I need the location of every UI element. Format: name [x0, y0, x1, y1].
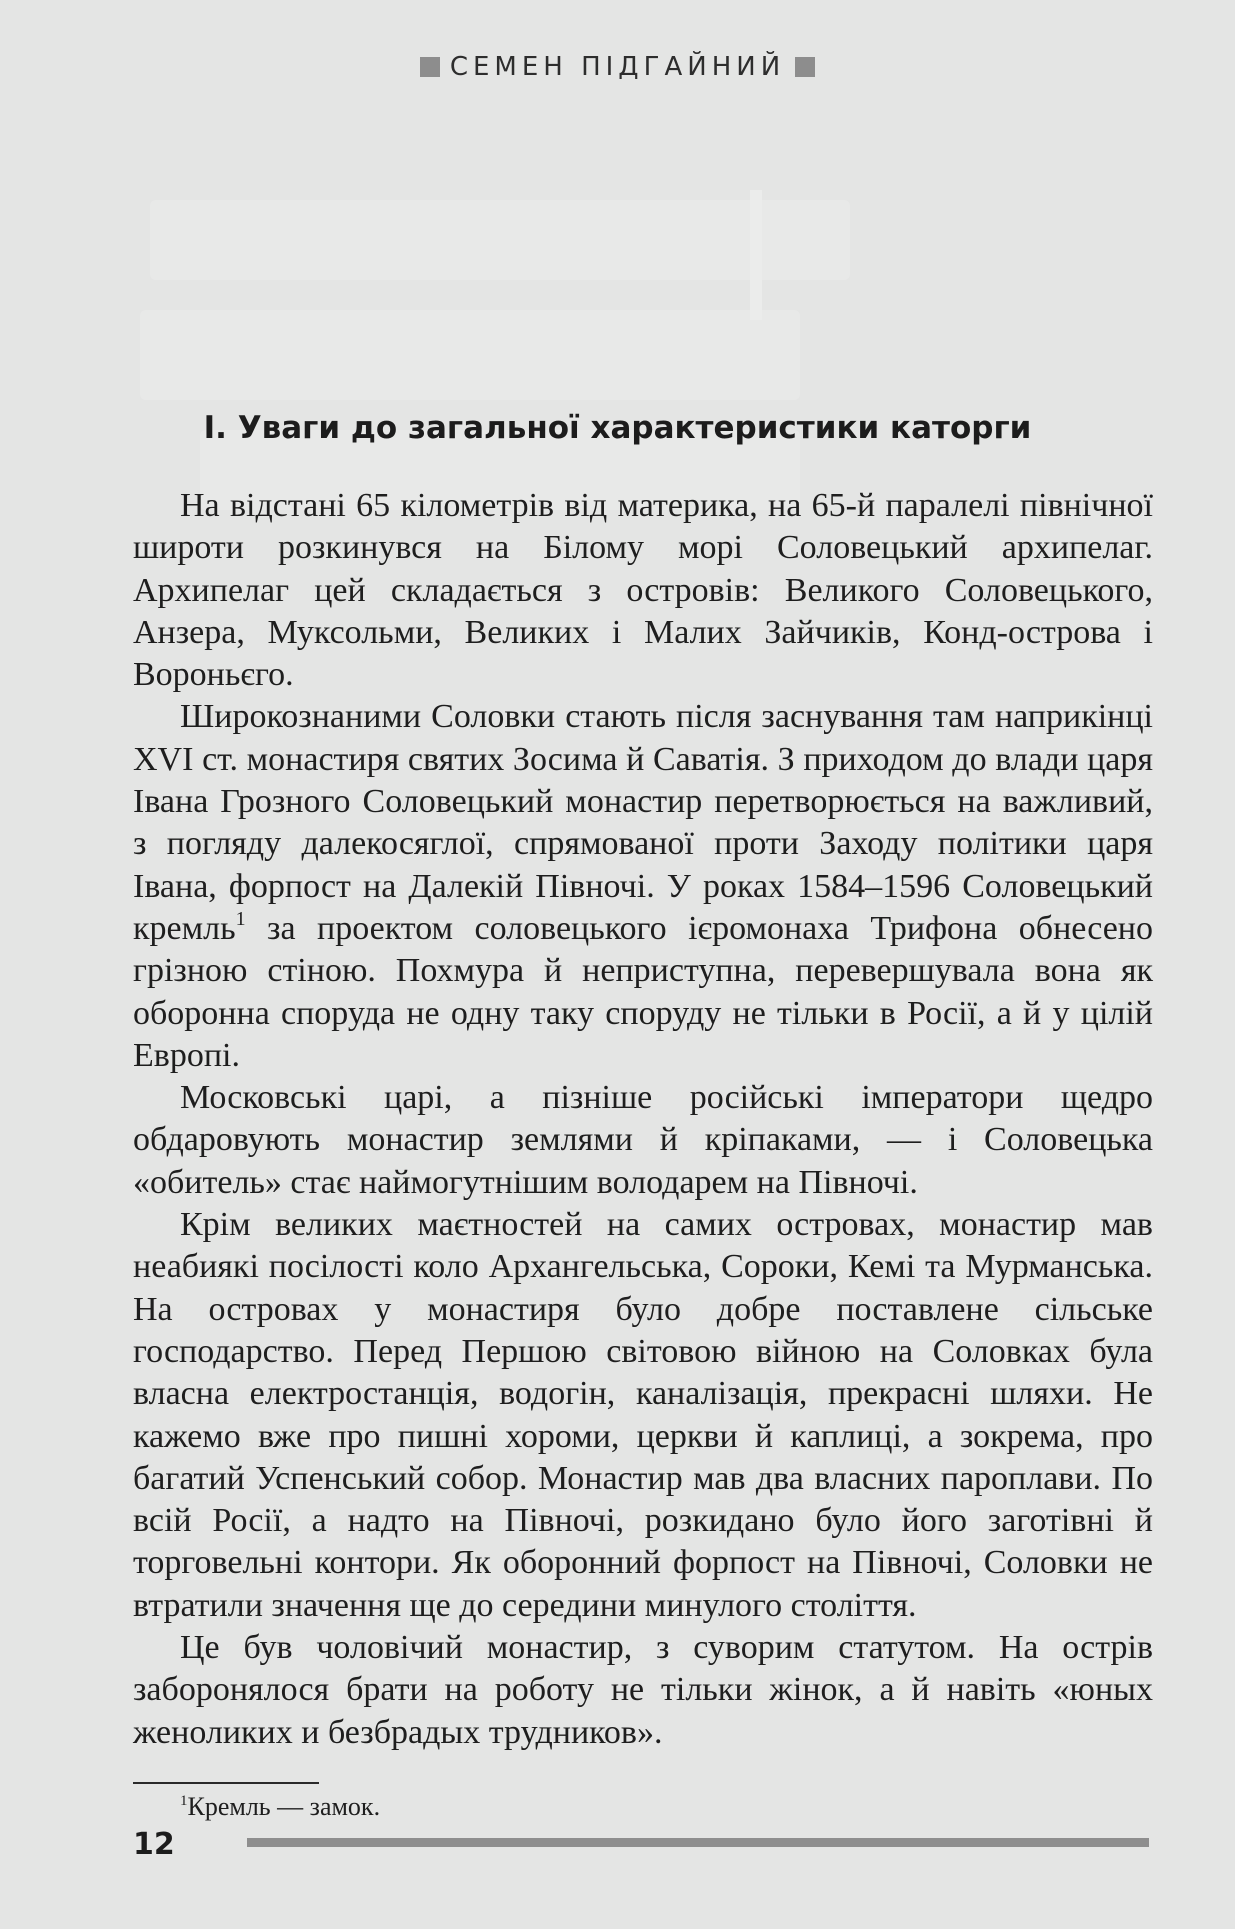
footnote-marker: 1: [180, 1793, 188, 1809]
footnote-divider: [133, 1782, 319, 1784]
body-text: [133, 485, 1153, 1754]
footer-bar: [247, 1838, 1149, 1847]
paragraph-2: [133, 696, 1153, 1077]
footnote-text: Кремль — замок.: [187, 1792, 381, 1821]
square-ornament-left-icon: [420, 57, 440, 77]
running-head: [0, 52, 1235, 82]
paragraph-1: На відстані 65 кілометрів від материка, на 65-й паралелі північної широти розкинувся на Білому морі Соловецький архипелаг. Архипелаг цей складається з островів: Великого Соловецького, Анзера, Муксольми, Великих і Малих Зайчиків, Конд-острова і Вороньєго.: [133, 487, 1153, 694]
show-through-artwork: [140, 190, 860, 520]
footnote: [180, 1792, 380, 1822]
paragraph-5: Це був чоловічий монастир, з суворим статутом. На острів заборонялося брати на роботу не тільки жінок, а й навіть «юных женоликих и безбрадых трудников».: [133, 1629, 1153, 1751]
paragraph-4: Крім великих маєтностей на самих островах, монастир мав неабиякі посілості коло Архангельська, Сороки, Кемі та Мурманська. На островах у монастиря було добре поставлене сільське господарство. Перед Першою світовою війною на Соловках була власна електростанція, водогін, каналізація, прекрасні шляхи. Не кажемо вже про пишні хороми, церкви й каплиці, а зокрема, про багатий Успенський собор. Монастир мав два власних пароплави. По всій Росії, а надто на Півночі, розкидано було його заготівні й торговельні контори. Як оборонний форпост на Півночі, Соловки не втратили значення ще до середини минулого століття.: [133, 1206, 1153, 1624]
paragraph-2-text-b: за проектом соловецького ієромонаха Трифона обнесено грізною стіною. Похмура й неприступна, перевершувала вона як оборонна споруда не одну таку споруду не тільки в Росії, а й у цілій Европі.: [133, 909, 1153, 1074]
paragraph-2-text-a: Широкознаними Соловки стають після заснування там наприкінці XVI ст. монастиря святих Зосима й Саватія. З приходом до влади царя Івана Грозного Соловецький монастир перетворюється на важливий, з погляду далекосяглої, спрямованої проти Заходу політики царя Івана, форпост на Далекій Півночі. У роках 1584–1596 Соловецький кремль: [133, 698, 1153, 947]
running-head-text: СЕМЕН ПІДГАЙНИЙ: [449, 52, 786, 82]
footnote-ref: 1: [235, 907, 246, 930]
page-number: 12: [133, 1827, 175, 1862]
chapter-title: І. Уваги до загальної характеристики каторги: [203, 410, 1032, 446]
square-ornament-right-icon: [795, 57, 815, 77]
paragraph-3: Московські царі, а пізніше російські імператори щедро обдаровують монастир землями й кріпаками, — і Соловецька «обитель» стає наймогутнішим володарем на Півночі.: [133, 1079, 1153, 1201]
